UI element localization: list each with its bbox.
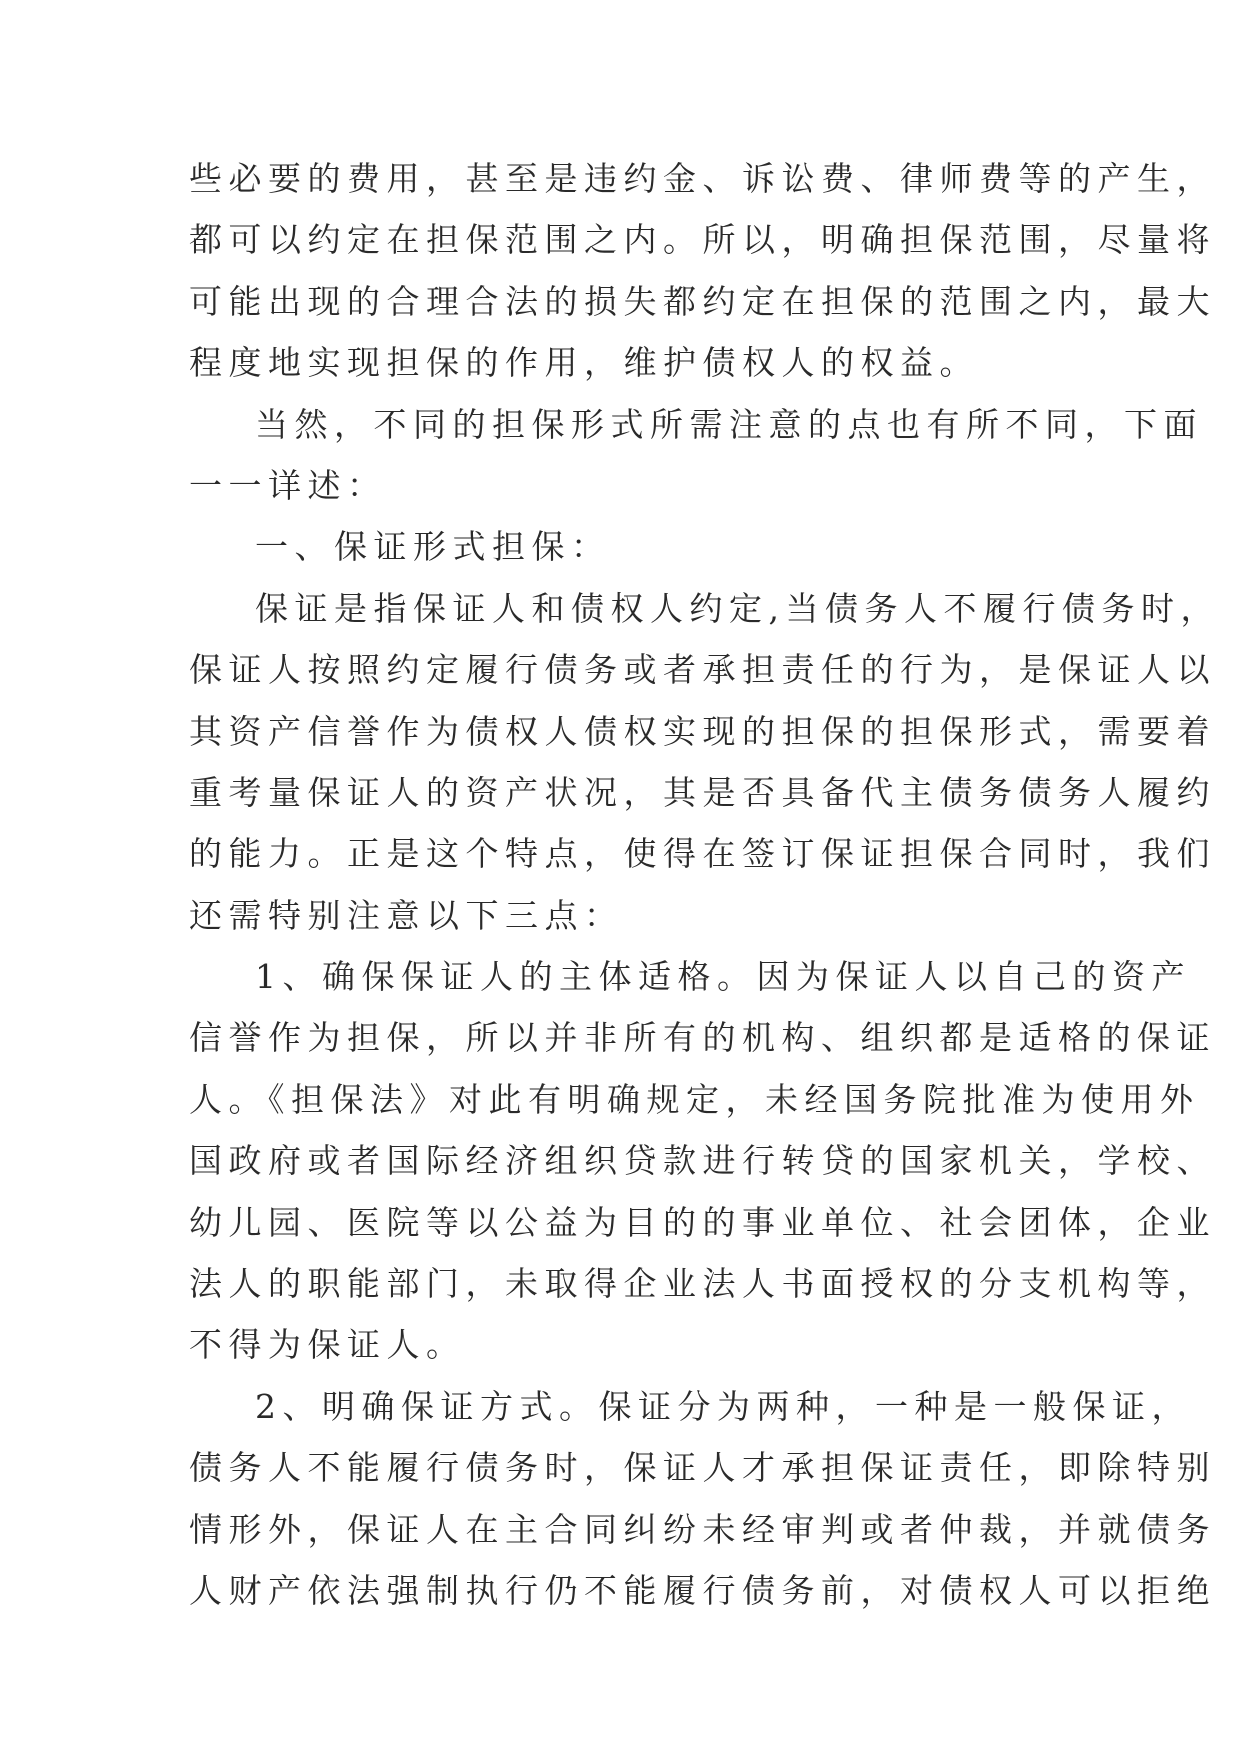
text-line: 重考量保证人的资产状况，其是否具备代主债务债务人履约 (189, 772, 1216, 812)
text-line: 法人的职能部门，未取得企业法人书面授权的分支机构等， (189, 1264, 1216, 1304)
text-line: 些必要的费用，甚至是违约金、诉讼费、律师费等的产生， (189, 159, 1216, 198)
text-line: 不得为保证人。 (189, 1325, 466, 1365)
text-line: 其资产信誉作为债权人债权实现的担保的担保形式，需要着 (189, 711, 1216, 751)
text-line: 信誉作为担保，所以并非所有的机构、组织都是适格的保证 (189, 1018, 1216, 1058)
text-line: 国政府或者国际经济组织贷款进行转贷的国家机关，学校、 (189, 1141, 1216, 1181)
text-line: 幼儿园、医院等以公益为目的的事业单位、社会团体，企业 (189, 1202, 1216, 1242)
text-line: 一一详述： (189, 465, 387, 505)
section-heading: 一、保证形式担保： (255, 527, 611, 567)
text-line: 的能力。正是这个特点，使得在签订保证担保合同时，我们 (189, 834, 1216, 874)
text-line: 还需特别注意以下三点： (189, 895, 624, 935)
list-item-line: 1、确保保证人的主体适格。因为保证人以自己的资产 (255, 957, 1191, 997)
list-item-line: 2、明确保证方式。保证分为两种，一种是一般保证， (255, 1386, 1191, 1426)
text-line: 都可以约定在担保范围之内。所以，明确担保范围，尽量将 (189, 220, 1216, 260)
text-line: 保证是指保证人和债权人约定,当债务人不履行债务时， (255, 588, 1220, 628)
text-line: 程度地实现担保的作用，维护债权人的权益。 (189, 343, 979, 383)
text-line: 情形外，保证人在主合同纠纷未经审判或者仲裁，并就债务 (189, 1509, 1216, 1549)
text-line: 人。《担保法》对此有明确规定，未经国务院批准为使用外 (189, 1079, 1200, 1119)
text-line: 可能出现的合理合法的损失都约定在担保的范围之内，最大 (189, 281, 1216, 321)
text-line: 人财产依法强制执行仍不能履行债务前，对债权人可以拒绝 (189, 1570, 1216, 1610)
document-body (189, 148, 1220, 1621)
text-line: 保证人按照约定履行债务或者承担责任的行为，是保证人以 (189, 650, 1216, 690)
text-line: 债务人不能履行债务时，保证人才承担保证责任，即除特别 (189, 1448, 1216, 1488)
text-line: 当然，不同的担保形式所需注意的点也有所不同，下面 (255, 404, 1203, 444)
